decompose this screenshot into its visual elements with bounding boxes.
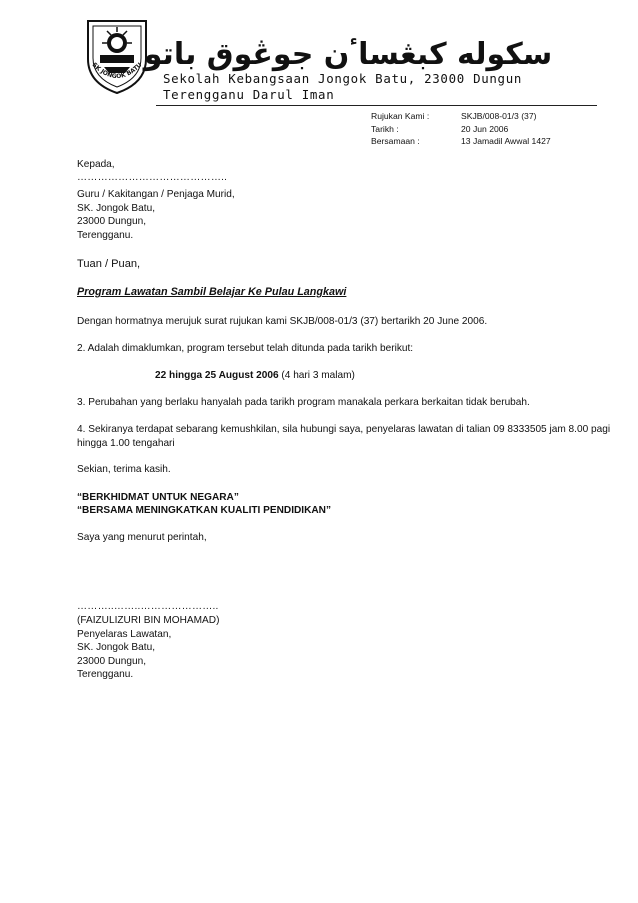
signoff-intro: Saya yang menurut perintah, (77, 532, 207, 543)
salutation: Tuan / Puan, (77, 258, 141, 270)
paragraph-3: 3. Perubahan yang berlaku hanyalah pada tarikh program manakala perkara berkaitan tidak berubah. (77, 397, 530, 408)
svg-text:SK JONGOK BATU: SK JONGOK BATU (90, 61, 144, 81)
reference-label: Bersamaan : (371, 136, 420, 146)
paragraph-2: 2. Adalah dimaklumkan, program tersebut telah ditunda pada tarikh berikut: (77, 343, 414, 354)
jawi-school-title (143, 30, 553, 74)
signature-dots: ………..……..………………….. (77, 601, 219, 612)
paragraph-4-line-2: hingga 1.00 tengahari (77, 438, 175, 449)
svg-text:سکوله کبڠساٴن جوڠوق باتو: سکوله کبڠساٴن جوڠوق باتو (143, 37, 553, 72)
paragraph-1: Dengan hormatnya merujuk surat rujukan kami SKJB/008-01/3 (37) bertarikh 20 June 2006. (77, 316, 488, 327)
recipient-line: Terengganu. (77, 230, 134, 241)
motto-2: “BERSAMA MENINGKATKAN KUALITI PENDIDIKAN” (77, 505, 332, 516)
recipient-line: Guru / Kakitangan / Penjaga Murid, (77, 189, 235, 200)
school-name: Sekolah Kebangsaan Jongok Batu, 23000 Dungun (163, 71, 523, 86)
reference-label: Tarikh : (371, 123, 399, 134)
letterhead-divider (156, 105, 597, 106)
reference-row (371, 135, 551, 148)
motto-1: “BERKHIDMAT UNTUK NEGARA” (77, 492, 239, 503)
paragraph-4-line-1: 4. Sekiranya terdapat sebarang kemushkilan, sila hubungi saya, penyelaras lawatan di talian 09 8333505 jam 8.00 pagi (77, 424, 611, 435)
recipient-line: 23000 Dungun, (77, 216, 147, 227)
reference-row (371, 110, 551, 123)
school-state: Terengganu Darul Iman (163, 87, 335, 102)
reference-row (371, 123, 551, 136)
postponed-date-range: 22 hingga 25 August 2006 (155, 370, 279, 381)
reference-label: Rujukan Kami : (371, 111, 430, 121)
reference-value: SKJB/008-01/3 (37) (461, 111, 537, 121)
signatory-line: Terengganu. (77, 669, 134, 680)
recipient-dots: …………………………………….. (77, 172, 228, 183)
signatory-line: SK. Jongok Batu, (77, 642, 155, 653)
recipient-line: SK. Jongok Batu, (77, 203, 155, 214)
reference-block (371, 110, 551, 148)
reference-value: 13 Jamadil Awwal 1427 (461, 136, 551, 146)
closing-line: Sekian, terima kasih. (77, 464, 171, 475)
signatory-line: Penyelaras Lawatan, (77, 629, 172, 640)
postponed-date-note: (4 hari 3 malam) (278, 370, 355, 381)
reference-value: 20 Jun 2006 (461, 123, 509, 134)
recipient-heading: Kepada, (77, 159, 115, 170)
subject-line: Program Lawatan Sambil Belajar Ke Pulau Langkawi (77, 286, 347, 298)
postponed-date (155, 369, 355, 383)
signatory-name: (FAIZULIZURI BIN MOHAMAD) (77, 615, 220, 626)
signatory-line: 23000 Dungun, (77, 656, 147, 667)
